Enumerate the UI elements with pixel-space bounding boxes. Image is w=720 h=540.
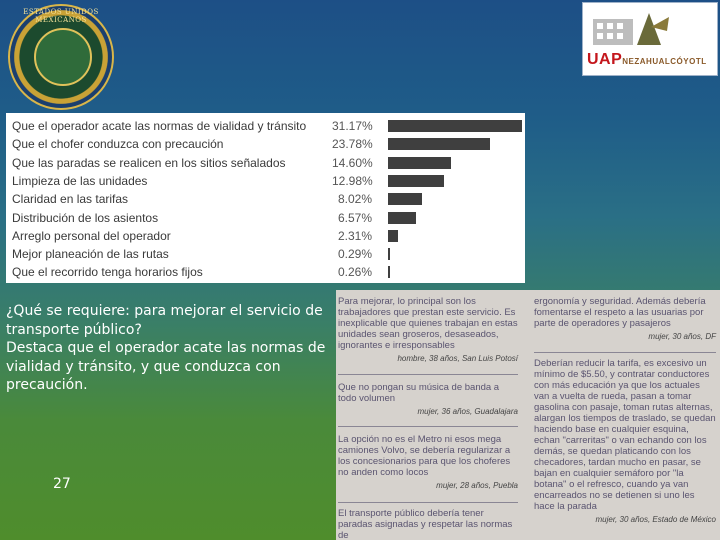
value-label: 23.78% xyxy=(332,137,373,152)
quote-text: Deberían reducir la tarifa, es excesivo un mínimo de $5.50, y contratar conductores con más educación ya que los actuales van a vuelta de rueda, pasan a tomar gasolina con pasaje, toman rutas alternas, alargan los tiempos de traslado, se quedan haciendo base en cualquier esquina, echan "carreritas" o van echando con los demás, se quedan platicando con los checadores, tardan mucho en pasar, se bajan en cualquier semáforo por "la botana" o el refresco, cuando ya van encarreados no se detienen si uno les hace la parada xyxy=(534,358,716,512)
quotes-panel xyxy=(336,290,720,540)
chart-row xyxy=(6,190,525,208)
seal-text: ESTADOS UNIDOS MEXICANOS xyxy=(23,8,99,24)
chart-bar xyxy=(388,138,490,150)
quote-6 xyxy=(534,358,716,525)
quote-author: hombre, 38 años, San Luis Potosí xyxy=(397,354,518,363)
category-label: Distribución de los asientos xyxy=(12,210,159,225)
chart-bar xyxy=(388,230,398,242)
quote-text: Para mejorar, lo principal son los trabajadores que prestan este servicio. Es inexplicable que quienes trabajan en estas unidades sean groseros, desaseados, ignorantes e irresponsables xyxy=(338,296,518,351)
category-label: Limpieza de las unidades xyxy=(12,173,148,188)
university-seal xyxy=(8,4,114,110)
category-label: Arreglo personal del operador xyxy=(12,228,171,243)
value-label: 12.98% xyxy=(332,173,373,188)
logo-text: UAPNEZAHUALCÓYOTL xyxy=(587,51,707,68)
chart-bar xyxy=(388,157,451,169)
chart-row xyxy=(6,245,525,263)
chart-row xyxy=(6,263,525,281)
value-label: 2.31% xyxy=(337,228,372,243)
chart-row xyxy=(6,172,525,190)
value-label: 0.26% xyxy=(337,265,372,280)
chart-bar xyxy=(388,175,444,187)
caption-answer: Destaca que el operador acate las normas de vialidad y tránsito, y que conduzca con precaución. xyxy=(6,340,326,393)
quote-text: ergonomía y seguridad. Además debería fomentarse el respeto a las usuarias por parte de operadores y pasajeros xyxy=(534,296,706,329)
quote-author: mujer, 36 años, Guadalajara xyxy=(417,407,518,416)
value-label: 6.57% xyxy=(337,210,372,225)
divider xyxy=(338,374,518,375)
logo-subtext: NEZAHUALCÓYOTL xyxy=(622,57,707,66)
divider xyxy=(338,426,518,427)
chart-bar xyxy=(388,266,390,278)
quote-5 xyxy=(534,296,716,342)
quote-4 xyxy=(338,508,518,540)
value-label: 8.02% xyxy=(337,192,372,207)
caption-question: ¿Qué se requiere: para mejorar el servicio de transporte público? xyxy=(6,303,323,338)
quote-text: El transporte público debería tener paradas asignadas y respetar las normas de xyxy=(338,508,513,540)
category-label: Que las paradas se realicen en los sitios señalados xyxy=(12,155,286,170)
category-label: Mejor planeación de las rutas xyxy=(12,247,169,262)
seal-emblem-icon xyxy=(34,28,92,86)
building-icon xyxy=(591,9,671,47)
quote-3 xyxy=(338,434,518,491)
value-label: 14.60% xyxy=(332,155,373,170)
quote-text: Que no pongan su música de banda a todo volumen xyxy=(338,382,500,404)
category-label: Claridad en las tarifas xyxy=(12,192,129,207)
value-label: 31.17% xyxy=(332,119,373,133)
chart-row xyxy=(6,135,525,153)
quote-author: mujer, 30 años, DF xyxy=(648,332,716,341)
chart-bar xyxy=(388,248,390,260)
chart-row xyxy=(6,117,525,135)
value-label: 0.29% xyxy=(337,247,372,262)
quote-author: mujer, 28 años, Puebla xyxy=(436,481,518,490)
quote-2 xyxy=(338,382,518,417)
category-label: Que el recorrido tenga horarios fijos xyxy=(12,265,203,280)
category-label: Que el chofer conduzca con precaución xyxy=(12,137,224,152)
caption xyxy=(6,302,331,395)
category-label: Que el operador acate las normas de vialidad y tránsito xyxy=(12,119,307,133)
chart-row xyxy=(6,209,525,227)
quote-1 xyxy=(338,296,518,364)
chart-bar xyxy=(388,120,522,132)
divider xyxy=(534,352,716,353)
chart-bar xyxy=(388,212,416,224)
page-number: 27 xyxy=(53,476,71,492)
quote-author: mujer, 30 años, Estado de México xyxy=(595,515,716,524)
chart-row xyxy=(6,154,525,172)
chart-bar xyxy=(388,193,422,205)
divider xyxy=(338,502,518,503)
preferences-bar-chart xyxy=(6,113,525,283)
quote-text: La opción no es el Metro ni esos mega camiones Volvo, se debería regularizar a los concesionarios para que los choferes no anden como locos xyxy=(338,434,511,478)
uap-logo xyxy=(582,2,718,76)
chart-row xyxy=(6,227,525,245)
